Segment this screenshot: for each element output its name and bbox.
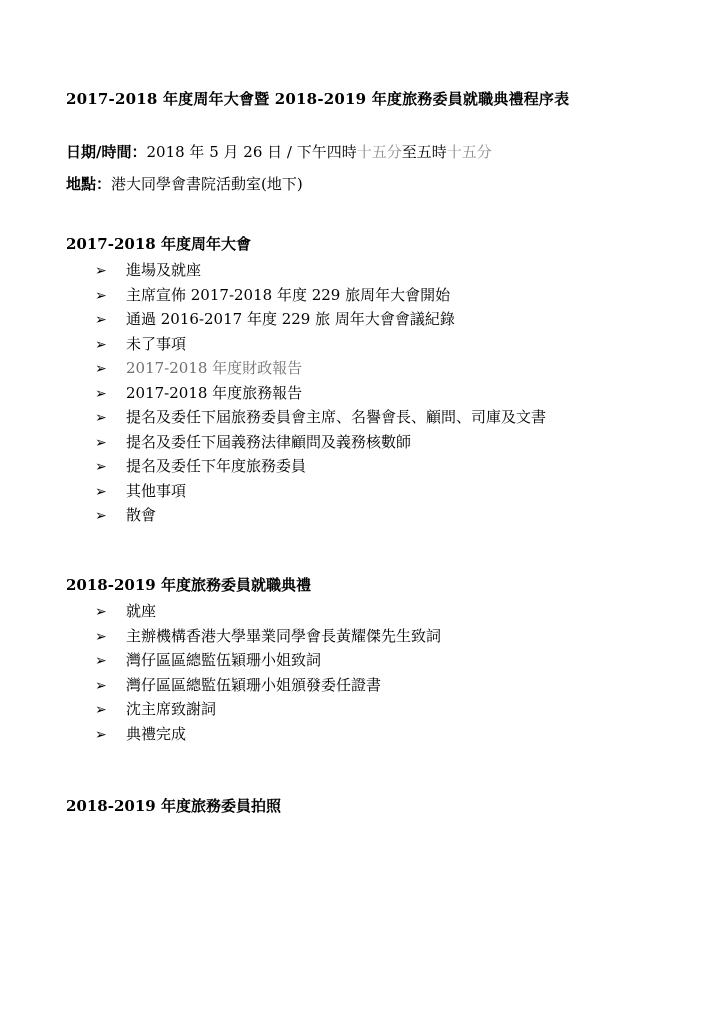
inauguration-agenda-list bbox=[95, 599, 441, 746]
arrow-bullet-icon: ➢ bbox=[95, 628, 107, 645]
arrow-bullet-icon: ➢ bbox=[95, 336, 107, 353]
arrow-bullet-icon: ➢ bbox=[95, 312, 107, 328]
list-item: ➢ 未了事項 bbox=[95, 332, 546, 357]
section-heading-photo: 2018-2019 年度旅務委員拍照 bbox=[66, 797, 281, 815]
section-heading-agm: 2017-2018 年度周年大會 bbox=[66, 235, 251, 253]
list-item: ➢ 主辦機構香港大學畢業同學會長黃耀傑先生致詞 bbox=[95, 624, 441, 649]
arrow-bullet-icon: ➢ bbox=[95, 361, 107, 377]
list-item: ➢ 通過 2016-2017 年度 229 旅 周年大會會議紀錄 bbox=[95, 307, 546, 332]
list-item: ➢ 2017-2018 年度旅務報告 bbox=[95, 381, 546, 406]
arrow-bullet-icon: ➢ bbox=[95, 385, 107, 402]
list-item: ➢ 就座 bbox=[95, 599, 441, 624]
arrow-bullet-icon: ➢ bbox=[95, 459, 107, 475]
arrow-bullet-icon: ➢ bbox=[95, 483, 107, 500]
list-item: ➢ 2017-2018 年度財政報告 bbox=[95, 356, 546, 381]
list-item: ➢ 進場及就座 bbox=[95, 258, 546, 283]
list-item: ➢ 典禮完成 bbox=[95, 722, 441, 747]
arrow-bullet-icon: ➢ bbox=[95, 287, 107, 304]
venue-value: 港大同學會書院活動室(地下) bbox=[111, 175, 303, 193]
list-item: ➢ 灣仔區區總監伍穎珊小姐致詞 bbox=[95, 648, 441, 673]
list-item: ➢ 提名及委任下屆旅務委員會主席、名譽會長、顧問、司庫及文書 bbox=[95, 405, 546, 430]
arrow-bullet-icon: ➢ bbox=[95, 508, 107, 524]
date-time-value-part1: 2018 年 5 月 26 日 / 下午四時 bbox=[146, 143, 357, 161]
arrow-bullet-icon: ➢ bbox=[95, 653, 107, 669]
agm-agenda-list bbox=[95, 258, 546, 528]
venue-label: 地點： bbox=[66, 175, 112, 193]
date-time-label: 日期/時間： bbox=[66, 143, 147, 161]
arrow-bullet-icon: ➢ bbox=[95, 677, 107, 694]
list-item: ➢ 散會 bbox=[95, 503, 546, 528]
date-time-value-part2: 至五時 bbox=[401, 143, 447, 161]
venue-line bbox=[66, 173, 303, 194]
list-item: ➢ 沈主席致謝詞 bbox=[95, 697, 441, 722]
date-time-value-gray2: 十五分 bbox=[446, 143, 492, 161]
arrow-bullet-icon: ➢ bbox=[95, 604, 107, 620]
list-item: ➢ 提名及委任下年度旅務委員 bbox=[95, 454, 546, 479]
arrow-bullet-icon: ➢ bbox=[95, 702, 107, 718]
list-item: ➢ 主席宣佈 2017-2018 年度 229 旅周年大會開始 bbox=[95, 283, 546, 308]
document-title: 2017-2018 年度周年大會暨 2018-2019 年度旅務委員就職典禮程序表 bbox=[66, 90, 570, 108]
date-time-value-gray1: 十五分 bbox=[356, 143, 402, 161]
list-item: ➢ 其他事項 bbox=[95, 479, 546, 504]
arrow-bullet-icon: ➢ bbox=[95, 726, 107, 743]
list-item: ➢ 提名及委任下屆義務法律顧問及義務核數師 bbox=[95, 430, 546, 455]
section-heading-inauguration: 2018-2019 年度旅務委員就職典禮 bbox=[66, 576, 311, 594]
arrow-bullet-icon: ➢ bbox=[95, 434, 107, 451]
arrow-bullet-icon: ➢ bbox=[95, 410, 107, 426]
list-item: ➢ 灣仔區區總監伍穎珊小姐頒發委任證書 bbox=[95, 673, 441, 698]
date-time-line bbox=[66, 141, 492, 162]
arrow-bullet-icon: ➢ bbox=[95, 263, 107, 279]
